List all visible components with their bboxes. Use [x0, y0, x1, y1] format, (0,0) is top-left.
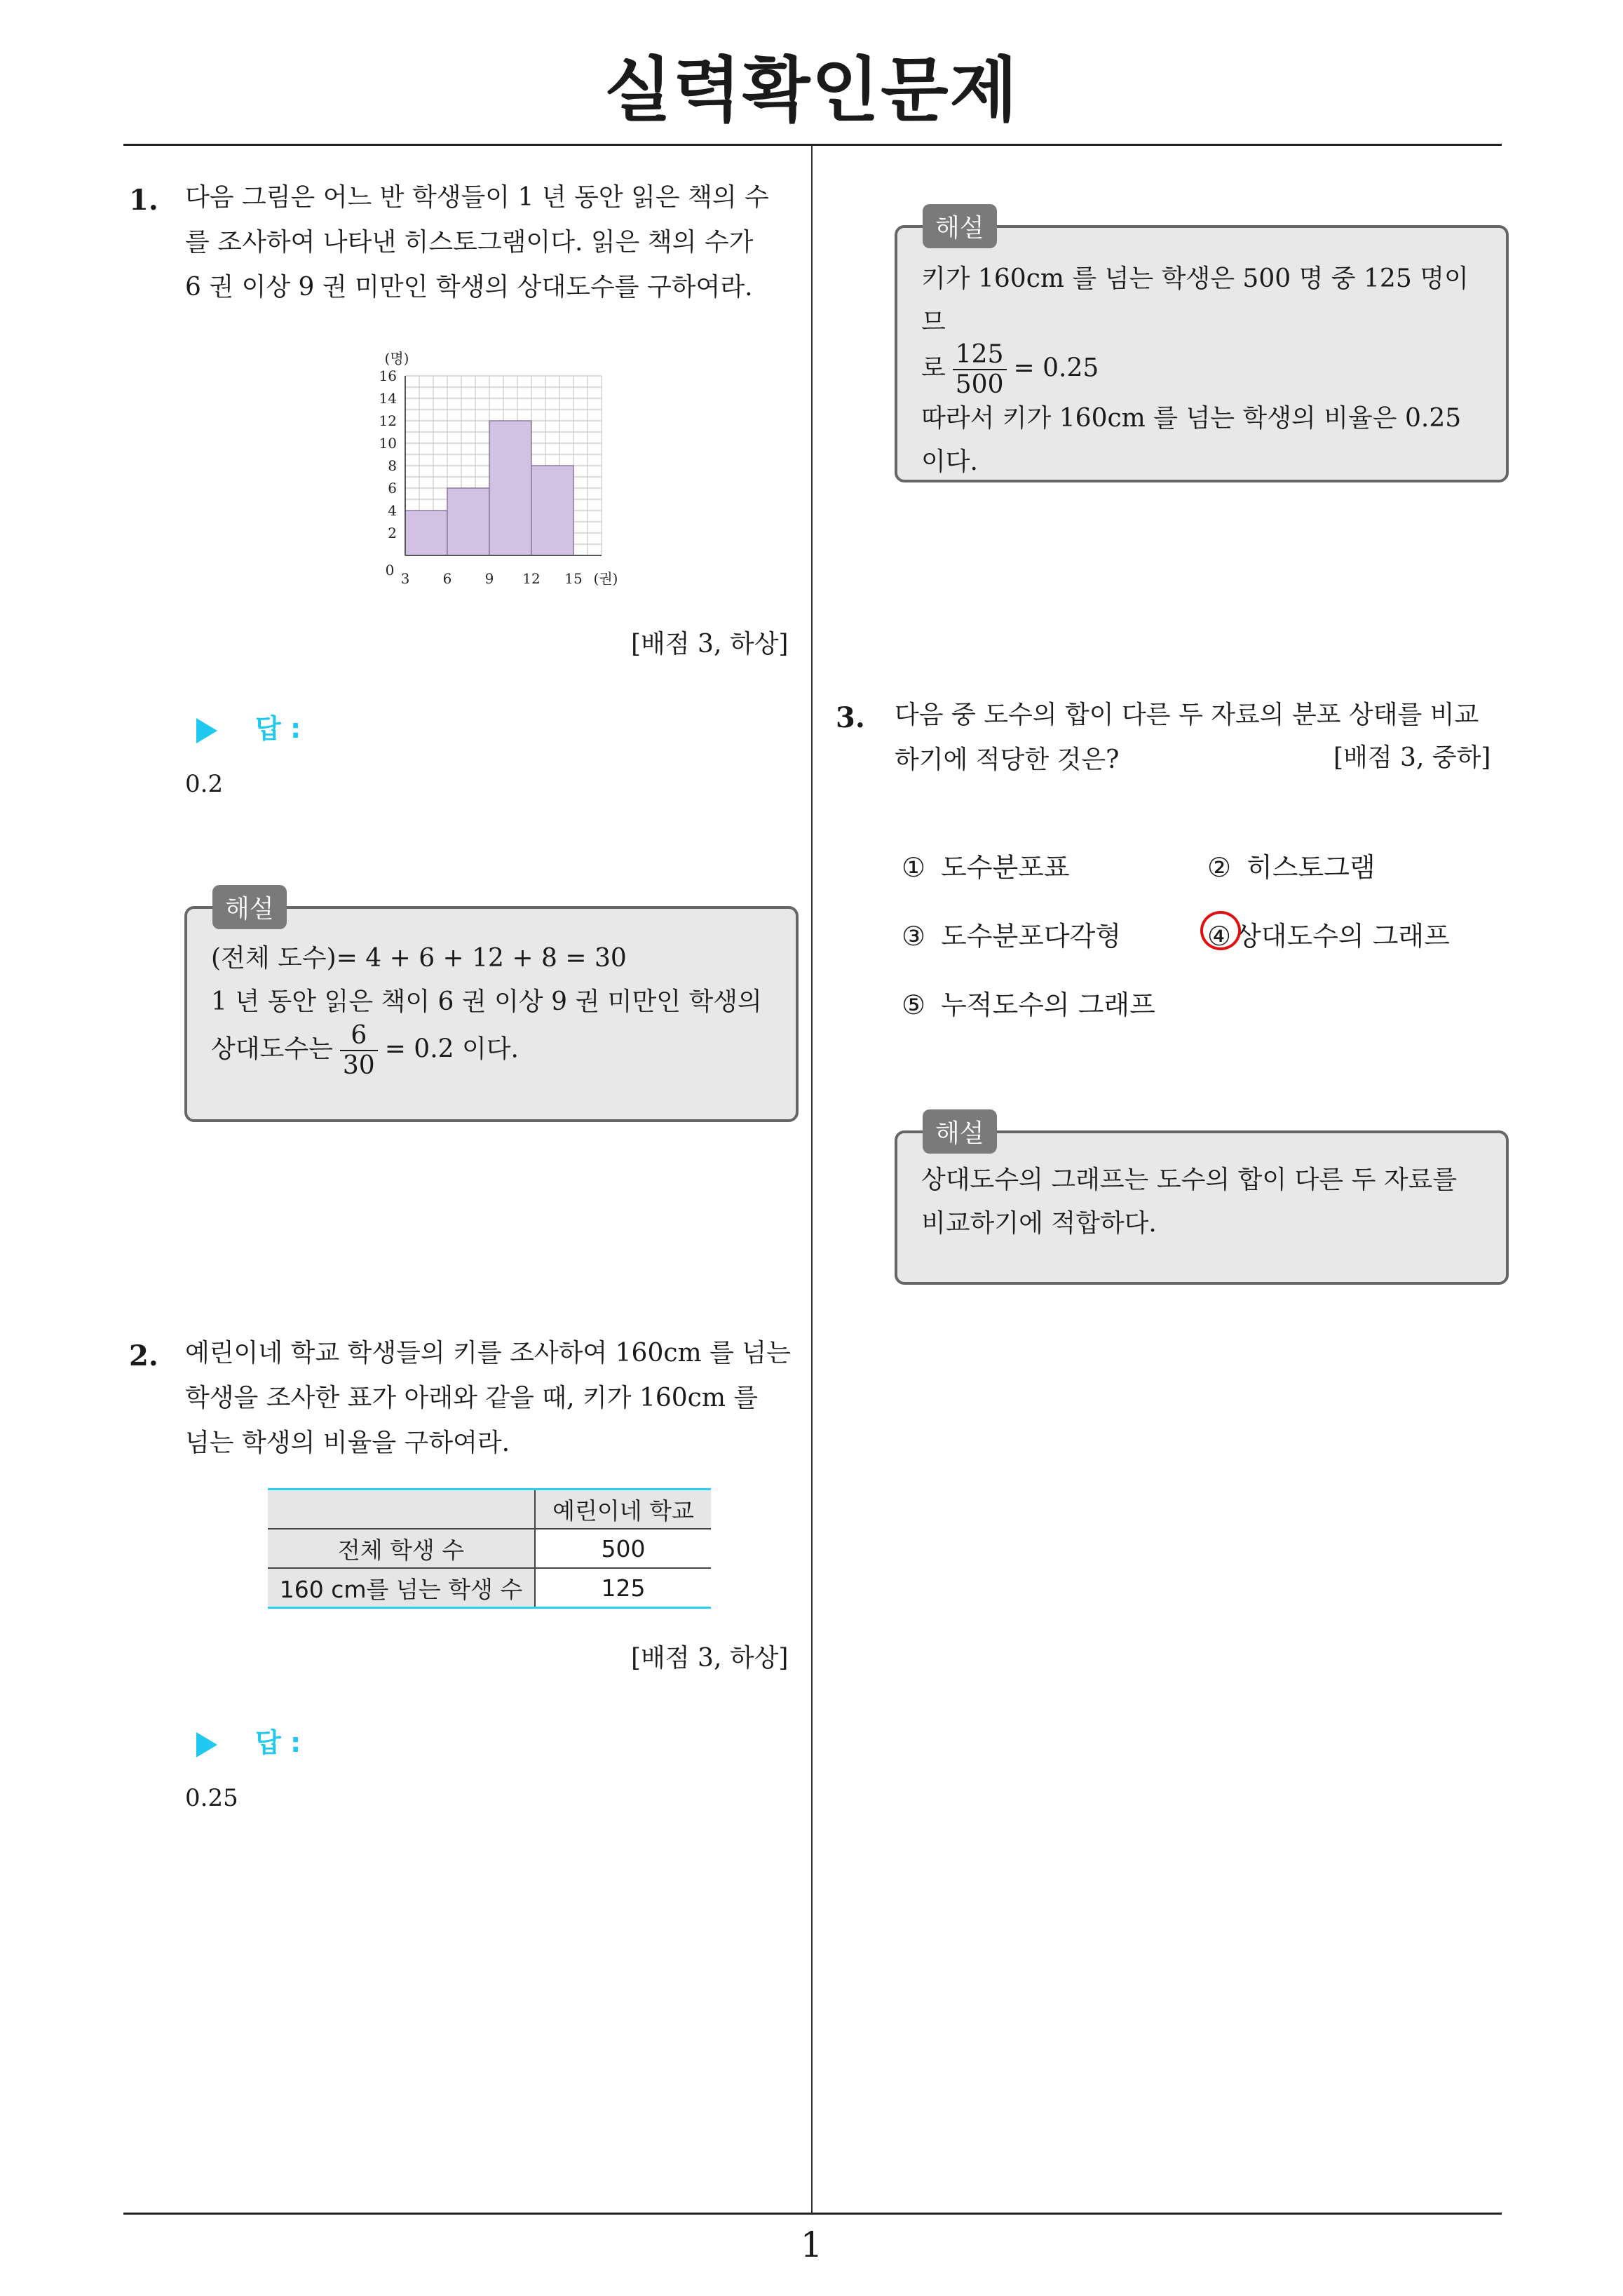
- q3-score: [배점 3, 중하]: [1333, 743, 1491, 772]
- q1-answer-label: [196, 707, 301, 745]
- q2-solution-tag: 해설: [923, 204, 997, 248]
- table-row: [268, 1568, 711, 1608]
- q2-solution-line: 키가 160cm 를 넘는 학생은 500 명 중 125 명이므: [921, 264, 1469, 337]
- q3-solution-box: [895, 1119, 1509, 1285]
- y-tick-label: 16: [379, 367, 397, 384]
- q2-solution-line2-pre: 로: [921, 353, 946, 383]
- q2-text-line: 학생을 조사한 표가 아래와 같을 때, 키가 160cm 를: [185, 1384, 759, 1412]
- y-tick-label: 6: [388, 480, 397, 497]
- fraction-numerator: 125: [953, 340, 1007, 370]
- q1-text-line: 6 권 이상 9 권 미만인 학생의 상대도수를 구하여라.: [185, 273, 753, 302]
- q3-option-3[interactable]: [902, 914, 1121, 953]
- q3-option-4[interactable]: [1207, 914, 1450, 953]
- x-tick-label: 9: [484, 570, 494, 587]
- y-tick-label: 12: [379, 412, 397, 429]
- fraction-denominator: 500: [955, 370, 1004, 400]
- q3-text-line: 다음 중 도수의 합이 다른 두 자료의 분포 상태를 비교: [895, 701, 1479, 729]
- selected-answer-circle: [1200, 911, 1241, 950]
- option-text: 도수분포다각형: [941, 921, 1122, 952]
- q2-text-line: 예린이네 학교 학생들의 키를 조사하여 160cm 를 넘는: [185, 1339, 791, 1368]
- q1-histogram: [358, 330, 638, 596]
- q1-answer-label-text: 답 :: [255, 713, 301, 744]
- table-header-cell: [268, 1490, 535, 1529]
- y-tick-label: 8: [388, 457, 397, 474]
- answer-arrow-icon: [196, 1732, 217, 1757]
- q1-solution-line: 1 년 동안 읽은 책이 6 권 이상 9 권 미만인 학생의: [211, 987, 762, 1016]
- page-title: 실력확인문제: [604, 49, 1019, 131]
- option-marker: ③: [902, 921, 926, 952]
- q1-solution-line: (전체 도수)= 4 + 6 + 12 + 8 = 30: [211, 944, 627, 973]
- fraction-numerator: 6: [340, 1021, 378, 1051]
- x-tick-label: 3: [400, 570, 410, 587]
- q2-text: [185, 1331, 802, 1466]
- q1-text: [185, 175, 802, 310]
- q2-solution-line: 이다.: [921, 447, 978, 476]
- q3-text-line: 하기에 적당한 것은?: [895, 745, 1120, 774]
- fraction-denominator: 30: [342, 1051, 375, 1081]
- table-row: [268, 1529, 711, 1568]
- q1-score: [배점 3, 하상]: [631, 630, 789, 659]
- x-tick-label: 12: [522, 570, 541, 587]
- x-axis-label: (권): [593, 570, 618, 587]
- q1-answer: 0.2: [185, 770, 224, 798]
- y-axis-label: (명): [384, 350, 409, 367]
- x-tick-label: 15: [564, 570, 583, 587]
- option-text: 상대도수의 그래프: [1235, 921, 1450, 952]
- option-text: 누적도수의 그래프: [941, 990, 1155, 1020]
- q1-number: 1.: [129, 184, 158, 217]
- q1-solution-line3: [211, 1021, 775, 1081]
- table-row-value: 500: [535, 1529, 711, 1568]
- q2-number: 2.: [129, 1339, 158, 1372]
- option-marker: ④: [1207, 921, 1232, 952]
- histogram-bar: [489, 421, 531, 555]
- header-rule: [123, 144, 1502, 146]
- q2-score: [배점 3, 하상]: [631, 1644, 789, 1673]
- histogram-bar: [531, 466, 573, 555]
- q1-solution-line3-post: = 0.2 이다.: [384, 1034, 520, 1064]
- q3-option-2[interactable]: [1207, 846, 1376, 884]
- q2-answer-label-text: 답 :: [255, 1727, 301, 1758]
- q1-solution-line3-pre: 상대도수는: [211, 1034, 333, 1064]
- y-tick-label: 14: [379, 390, 397, 407]
- histogram-bar: [447, 488, 489, 555]
- x-tick-label: 6: [442, 570, 452, 587]
- page-number: 1: [800, 2224, 823, 2265]
- q3-solution-tag: 해설: [923, 1109, 997, 1154]
- table-row-value: 125: [535, 1568, 711, 1608]
- option-marker: ⑤: [902, 990, 926, 1020]
- origin-label: 0: [385, 562, 395, 579]
- histogram-bar: [405, 511, 447, 555]
- q1-solution-body: [211, 937, 775, 1081]
- q3-option-1[interactable]: [902, 846, 1070, 884]
- table-row-label: 160 cm를 넘는 학생 수: [268, 1568, 535, 1608]
- option-marker: ②: [1207, 852, 1232, 883]
- q3-solution-body: [921, 1159, 1485, 1245]
- q2-solution-box: [895, 214, 1509, 482]
- table-header-cell: 예린이네 학교: [535, 1490, 711, 1529]
- q3-solution-line: 비교하기에 적합하다.: [921, 1209, 1157, 1238]
- column-divider: [811, 146, 813, 2213]
- q1-text-line: 다음 그림은 어느 반 학생들이 1 년 동안 읽은 책의 수: [185, 183, 769, 212]
- q2-answer-label: [196, 1721, 301, 1760]
- q2-answer: 0.25: [185, 1784, 238, 1812]
- table-row-label: 전체 학생 수: [268, 1529, 535, 1568]
- q2-solution-line2: [921, 340, 1485, 400]
- footer-rule: [123, 2213, 1502, 2215]
- q2-solution-body: [921, 257, 1485, 484]
- q2-text-line: 넘는 학생의 비율을 구하여라.: [185, 1429, 510, 1457]
- q3-number: 3.: [836, 701, 865, 734]
- option-text: 히스토그램: [1247, 852, 1376, 883]
- q1-solution-fraction: [340, 1021, 378, 1081]
- q2-solution-fraction: [953, 340, 1007, 400]
- q3-option-5[interactable]: [902, 983, 1155, 1022]
- q1-text-line: 를 조사하여 나타낸 히스토그램이다. 읽은 책의 수가: [185, 228, 754, 257]
- y-tick-label: 10: [379, 435, 397, 452]
- q2-solution-line: 따라서 키가 160cm 를 넘는 학생의 비율은 0.25: [921, 403, 1462, 433]
- q2-data-table: [268, 1488, 711, 1609]
- table-header-row: [268, 1490, 711, 1529]
- q1-solution-box: [184, 895, 799, 1122]
- q3-solution-line: 상대도수의 그래프는 도수의 합이 다른 두 자료를: [921, 1166, 1458, 1194]
- y-tick-label: 2: [388, 525, 397, 541]
- q2-solution-line2-post: = 0.25: [1013, 353, 1099, 383]
- answer-arrow-icon: [196, 718, 217, 743]
- option-text: 도수분포표: [941, 852, 1070, 883]
- y-tick-label: 4: [388, 502, 397, 519]
- q1-solution-tag: 해설: [212, 885, 287, 929]
- option-marker: ①: [902, 852, 926, 883]
